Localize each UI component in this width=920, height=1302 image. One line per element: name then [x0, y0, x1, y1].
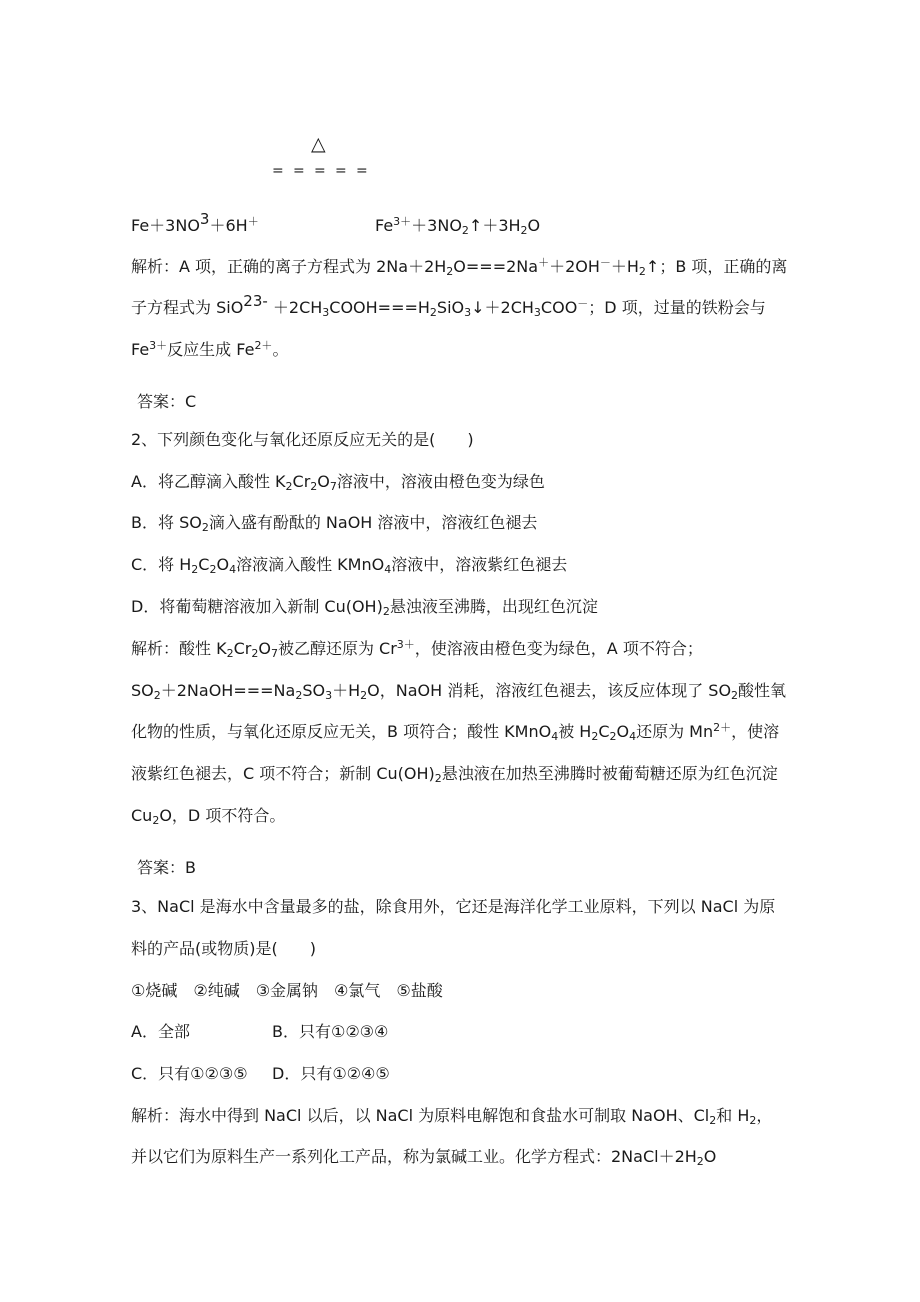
q2-analysis-line-4: 液紫红色褪去，C 项不符合；新制 $Cu(OH)_2$悬浊液在加热至沸腾时被葡萄糖还原为红色沉淀 [131, 764, 778, 785]
q2-option-a: A．将乙醇滴入酸性 $K_2Cr_2O_7$溶液中，溶液由橙色变为绿色 [131, 472, 545, 493]
q3-option-c: C．只有①②③⑤ [131, 1064, 248, 1083]
reaction-products: $Fe^{3+}+3NO_2↑+3H_2O$ [375, 215, 541, 237]
q3-option-a: A．全部 [131, 1022, 190, 1041]
q2-analysis-line-1: 解析：酸性 $K_2Cr_2O_7$被乙醇还原为 $Cr^{3+}$，使溶液由橙色变为绿色，A 项不符合； [131, 638, 703, 660]
q3-stem-line-2: 料的产品(或物质)是( ) [131, 939, 316, 958]
q2-option-d: D．将葡萄糖溶液加入新制 $Cu(OH)_2$悬浊液至沸腾，出现红色沉淀 [131, 597, 598, 618]
q3-option-b: B．只有①②③④ [272, 1022, 389, 1041]
q2-analysis-line-3: 化物的性质，与氧化还原反应无关，B 项符合；酸性 KMnO$_4$被 $H_2C_2O_4$还原为 $Mn^{2+}$，使溶 [131, 721, 780, 743]
heating-symbol: △ [311, 133, 326, 155]
reaction-equation: Fe＋3NO3＋6H＋ [131, 210, 259, 235]
q2-stem: 2、下列颜色变化与氧化还原反应无关的是( ) [131, 430, 474, 449]
q2-option-b: B．将 $SO_2$滴入盛有酚酞的 NaOH 溶液中，溶液红色褪去 [131, 513, 538, 534]
q2-option-c: C．将 $H_2C_2O_4$溶液滴入酸性 KMnO$_4$溶液中，溶液紫红色褪去 [131, 555, 568, 576]
q3-analysis-line-2: 并以它们为原料生产一系列化工产品，称为氯碱工业。化学方程式：$2NaCl+2H_2O$ [131, 1147, 717, 1168]
equals-sign-row: = = = = = [272, 163, 368, 179]
q2-answer: 答案：B [137, 858, 196, 877]
q1-analysis-line-2: 子方程式为 $SiO^{23-} +2CH_3COOH===H_2SiO_3↓+2CH_3COO^-$；D 项，过量的铁粉会与 [131, 292, 766, 319]
q1-analysis-line-3: $Fe^{3+}$反应生成 $Fe^{2+}$。 [131, 339, 289, 359]
q3-analysis-line-1: 解析：海水中得到 NaCl 以后，以 NaCl 为原料电解饱和食盐水可制取 NaOH、$Cl_2$和 $H_2$， [131, 1106, 773, 1127]
q3-items: ①烧碱 ②纯碱 ③金属钠 ④氯气 ⑤盐酸 [131, 981, 443, 1000]
q2-analysis-line-2: $SO_2+2NaOH===Na_2SO_3+H_2O$，NaOH 消耗，溶液红色褪去，该反应体现了 $SO_2$酸性氧 [131, 681, 787, 702]
q1-answer: 答案：C [137, 392, 197, 411]
q3-stem-line-1: 3、NaCl 是海水中含量最多的盐，除食用外，它还是海洋化学工业原料，下列以 NaCl 为原 [131, 897, 776, 916]
q1-analysis-line-1: 解析：A 项，正确的离子方程式为 $2Na+2H_2O===2Na^++2OH^-+H_2↑$；B 项，正确的离 [131, 256, 788, 278]
q3-option-d: D．只有①②④⑤ [272, 1064, 390, 1083]
q2-analysis-line-5: $Cu_2O$，D 项不符合。 [131, 806, 286, 827]
